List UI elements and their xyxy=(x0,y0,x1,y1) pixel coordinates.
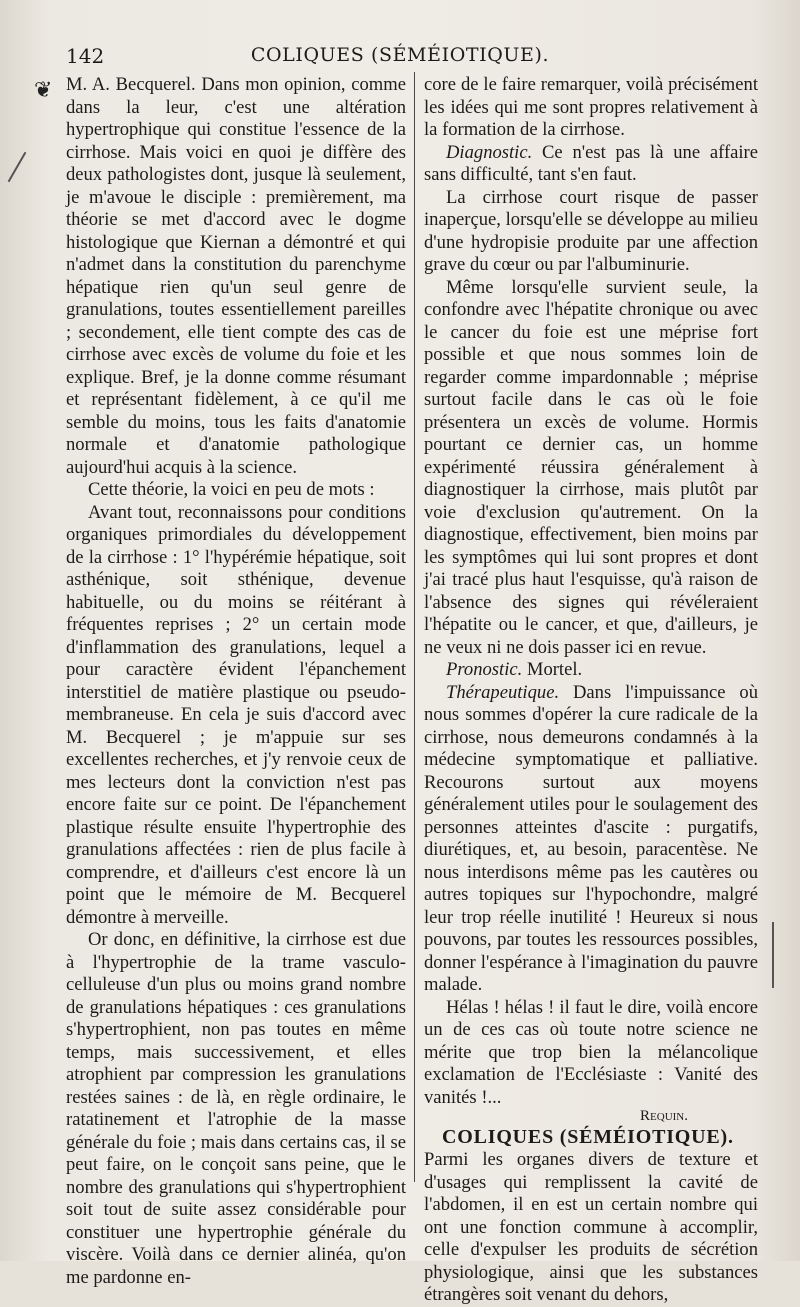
section-heading: COLIQUES (SÉMÉIOTIQUE). xyxy=(442,1126,734,1148)
paragraph: Avant tout, reconnaissons pour conditions organiques primordiales du développement de la cirrhose : 1° l'hypérémie hépatique, soit asthénique, soit sthénique, devenue habituelle, ou du moins se réitérant à fréquentes reprises ; 2° un certain mode d'inflammation des granulations, lequel a pour caractère évident l'épanchement interstitiel de matière plastique ou pseudo-membraneuse. En cela je suis d'accord avec M. Becquerel ; je m'appuie sur ses excellentes recherches, et j'y renvoie ceux de mes lecteurs dont la conviction n'est pas encore faite sur ce point. De l'épanchement plastique résulte ensuite l'hypertrophie des granulations affectées : rien de plus facile à comprendre, et d'ailleurs c'est encore là un point que le mémoire de M. Becquerel démontre à merveille. xyxy=(66,501,406,928)
diagnostic-paragraph xyxy=(424,142,758,187)
right-column xyxy=(424,74,758,1307)
paragraph: Même lorsqu'elle survient seule, la confondre avec l'hépatite chronique ou avec le cancer du foie est une méprise fort possible et que nous sommes loin de regarder comme impardonnable ; méprise surtout facile dans le cas où le foie présentera un excès de volume. Hormis pourtant ce dernier cas, un homme expérimenté réussira généralement à diagnostiquer la cirrhose, mais plutôt par voie d'exclusion qu'autrement. On la diagnostique, effectivement, bien moins par les symptômes qui lui sont propres et dont j'ai tracé plus haut l'esquisse, qu'à raison de l'absence des signes qui révéleraient l'hépatite ou le cancer, et que, d'ailleurs, je ne veux ni ne dois passer ici en revue. xyxy=(424,276,758,658)
paragraph: La cirrhose court risque de passer inaperçue, lorsqu'elle se développe au milieu d'une hydropisie produite par une affection grave du cœur ou par l'albuminurie. xyxy=(424,186,758,275)
diagnostic-label: Diagnostic. xyxy=(446,141,533,163)
pronostic-label: Pronostic. xyxy=(446,659,523,680)
diagnostic-text: Ce n'est pas là une affaire sans difficulté, tant s'en faut. xyxy=(424,141,758,185)
therapeutique-label: Thérapeutique. xyxy=(446,681,560,703)
paragraph: Hélas ! hélas ! il faut le dire, voilà encore un de ces cas où toute notre science ne mérite que trop bien la mélancolique exclamation de l'Ecclésiaste : Vanité des vanités !... xyxy=(424,996,758,1108)
left-column xyxy=(66,74,406,1289)
margin-bracket xyxy=(772,922,774,988)
page-header xyxy=(64,42,736,72)
page-number: 142 xyxy=(66,44,105,68)
therapeutique-paragraph xyxy=(424,682,758,997)
pronostic-text: Mortel. xyxy=(522,659,583,680)
running-head: COLIQUES (SÉMÉIOTIQUE). xyxy=(250,44,550,66)
margin-pencil-stroke xyxy=(8,152,27,182)
pronostic-paragraph xyxy=(424,659,758,682)
paragraph: Cette théorie, la voici en peu de mots : xyxy=(88,479,375,500)
paragraph: Or donc, en définitive, la cirrhose est due à l'hypertrophie de la trame vasculo-celluleuse d'un plus ou moins grand nombre de granulations hépatiques : ces granulations s'hypertrophient, non pas toutes en même temps, mais successivement, et elles atrophient par compression les granulations restées saines : de là, en règle ordinaire, le ratatinement et l'atrophie de la masse générale du foie ; mais dans certains cas, il se peut faire, on le conçoit sans peine, que le nombre des granulations qui s'hypertrophient soit tout de suite assez considérable pour constituer une hypertrophie générale du viscère. Voilà dans ce dernier alinéa, qu'on me pardonne en- xyxy=(66,929,406,1288)
paragraph: core de le faire remarquer, voilà précisément les idées qui me sont propres relativement à la formation de la cirrhose. xyxy=(424,74,758,140)
paragraph: M. A. Becquerel. Dans mon opinion, comme dans la leur, c'est une altération hypertrophique qui constitue l'essence de la cirrhose. Mais voici en quoi je diffère des deux pathologistes dont, jusque là seulement, je m'avoue le disciple : premièrement, ma théorie se met d'accord avec le dogme histologique que Kiernan a démontré et qui n'admet dans la constitution du parenchyme hépatique rien qu'un seul genre de granulations, toutes essentiellement pareilles ; secondement, elle tient compte des cas de cirrhose avec excès de volume du foie et les explique. Bref, je la donne comme résumant et représentant fidèlement, à ce qu'il me semble du moins, tous les faits d'anatomie normale et d'anatomie pathologique aujourd'hui acquis à la science. xyxy=(66,74,406,478)
ink-blot-mark-icon: ❦ xyxy=(34,78,53,103)
therapeutique-text: Dans l'impuissance où nous sommes d'opérer la cure radicale de la cirrhose, nous demeurons condamnés à la médecine symptomatique et palliative. Recourons surtout aux moyens généralement utiles pour le soulagement des personnes atteintes d'ascite : purgatifs, diurétiques, et, au besoin, paracentèse. Ne nous interdisons même pas les cautères ou autres topiques sur l'hypochondre, malgré leur trop réelle inutilité ! Heureux si nous pouvons, par toutes les ressources possibles, donner l'espérance à l'imagination du pauvre malade. xyxy=(424,681,758,995)
column-divider xyxy=(414,72,415,1182)
paragraph: Parmi les organes divers de texture et d'usages qui remplissent la cavité de l'abdomen, il en est un certain nombre qui ont une fonction commune à accomplir, celle d'expulser les produits de sécrétion physiologique, ainsi que les substances étrangères soit venant du dehors, xyxy=(424,1149,758,1305)
author-signature: Requin. xyxy=(640,1108,688,1124)
